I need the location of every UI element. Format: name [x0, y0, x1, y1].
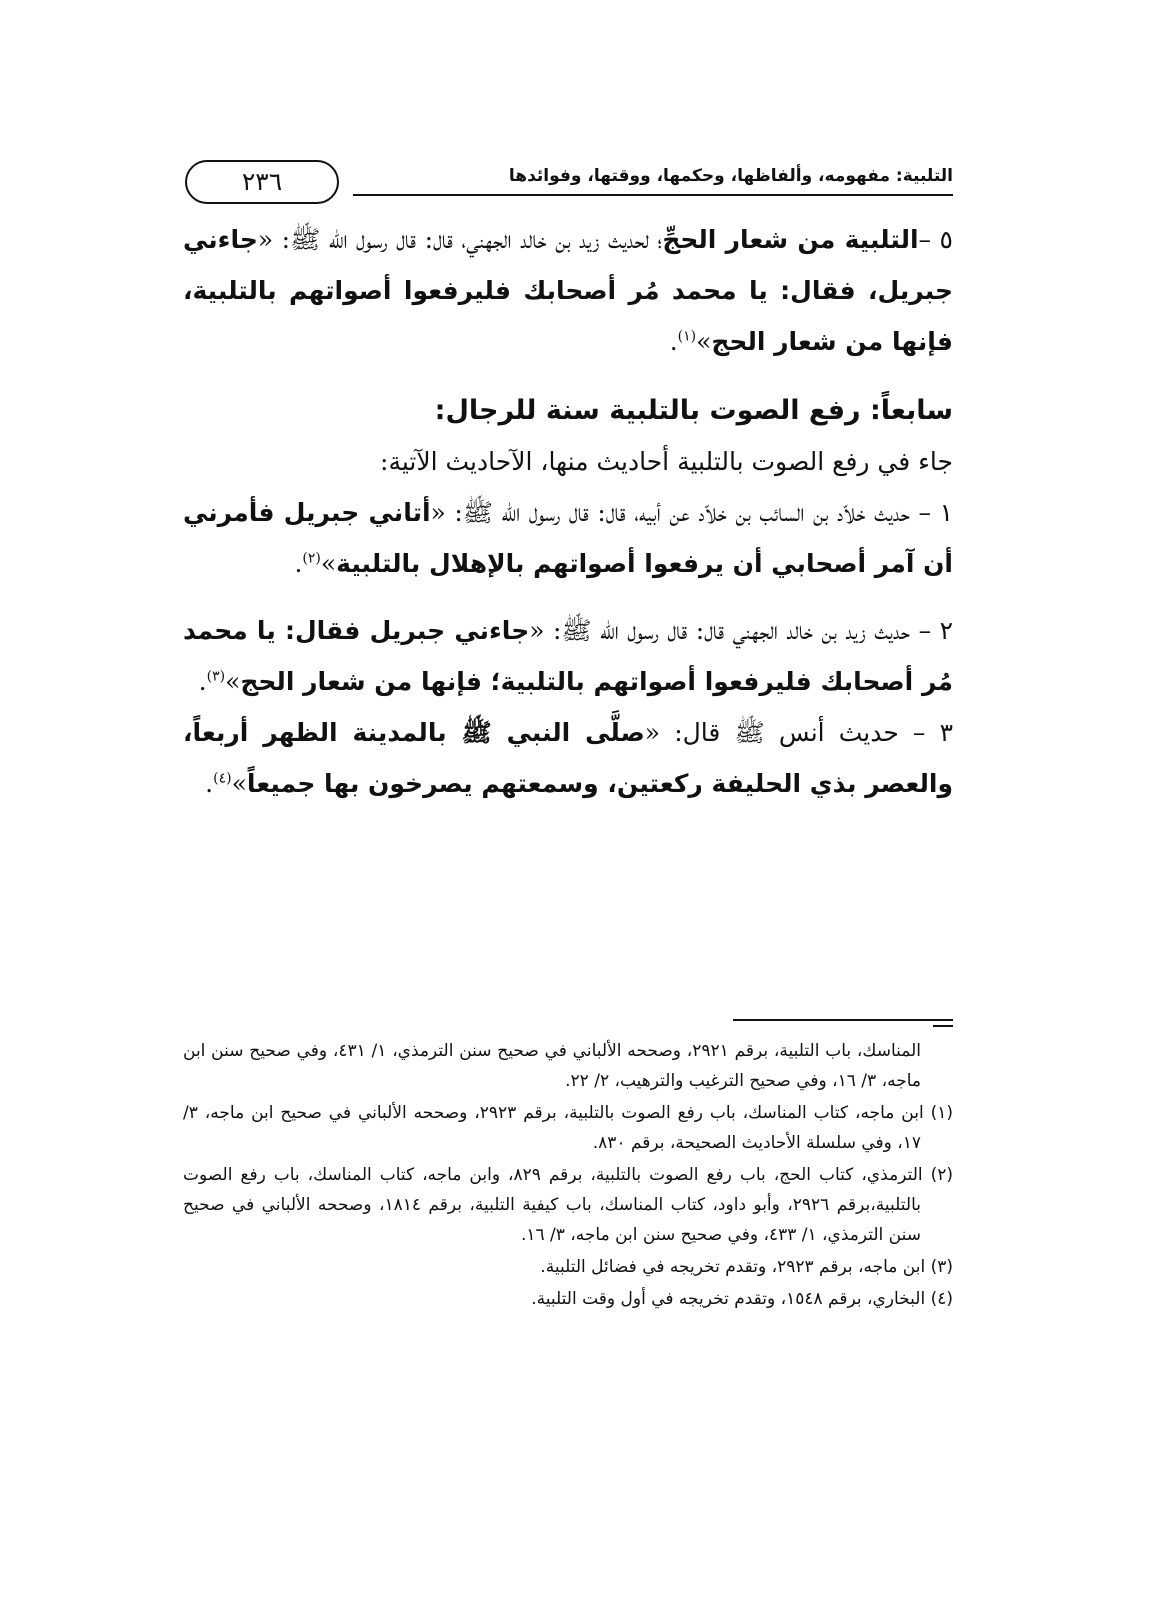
hadith-2-quote: جاءني جبريل فقال: يا محمد مُر أصحابك فليرفعوا أصواتهم بالتلبية؛ فإنها من شعار الحج — [183, 616, 953, 696]
footnote-2: (٢) الترمذي، كتاب الحج، باب رفع الصوت بالتلبية، برقم ٨٢٩، وابن ماجه، كتاب المناسك، باب رفع الصوت بالتلبية،برقم ٢٩٢٦، وأبو داود، كتاب المناسك، باب كيفية التلبية، برقم ١٨١٤، وصححه الألباني في صحيح سنن الترمذي، ١/ ٤٣٣، وفي صحيح سنن ابن ماجه، ٣/ ١٦. — [183, 1165, 953, 1245]
page-header — [183, 160, 953, 204]
p1-bold: التلبية من شعار الحجِّ — [662, 225, 919, 254]
footnote-4: (٤) البخاري، برقم ١٥٤٨، وتقدم تخريجه في أول وقت التلبية. — [531, 1289, 953, 1309]
hadith-quote: جاءني جبريل، فقال: يا محمد مُر أصحابك فليرفعوا أصواتهم بالتلبية، فإنها من شعار الحج — [183, 225, 953, 356]
hadith-2-text: ٢ – حديث زيد بن خالد الجهني قال: قال رسول الله ﷺ: « — [529, 616, 953, 645]
quote-close: » — [696, 327, 712, 356]
footnote-continuation: المناسك، باب التلبية، برقم ٢٩٢١، وصححه الألباني في صحيح سنن الترمذي، ١/ ٤٣١، وفي صحيح سنن ابن ماجه، ٣/ ١٦، وفي صحيح الترغيب والترهيب، ٢/ ٢٢. — [183, 1041, 921, 1091]
footnote-ref[interactable]: (٢) — [302, 550, 321, 567]
page-number: ٢٣٦ — [185, 160, 339, 204]
separator-line — [733, 1019, 953, 1021]
hadith-1-quote: أتاني جبريل فأمرني أن آمر أصحابي أن يرفعوا أصواتهم بالإهلال بالتلبية — [183, 498, 953, 578]
section-heading: سابعاً: رفع الصوت بالتلبية سنة للرجال: — [434, 395, 953, 426]
p1-text: ٥ – — [918, 225, 953, 254]
footnote-ref[interactable]: (٤) — [213, 770, 232, 787]
hadith-3-text: ٣ – حديث أنس ﷺ قال: « — [644, 718, 954, 747]
hadith-1 — [183, 487, 953, 589]
main-text — [183, 214, 953, 809]
running-title: التلبية: مفهومه، وألفاظها، وحكمها، ووقتها، وفوائدها — [508, 166, 953, 186]
quote-close: » — [231, 769, 247, 798]
footnotes — [183, 1036, 953, 1316]
intro-paragraph: جاء في رفع الصوت بالتلبية أحاديث منها، الآحاديث الآتية: — [380, 447, 953, 476]
quote-close: » — [320, 549, 337, 578]
footnote-ref[interactable]: (٣) — [206, 668, 226, 685]
hadith-3 — [183, 707, 953, 809]
period: . — [205, 769, 214, 798]
footnote-1: (١) ابن ماجه، كتاب المناسك، باب رفع الصوت بالتلبية، برقم ٢٩٢٣، وصححه الألباني في صحيح ابن ماجه، ٣/ ١٧، وفي سلسلة الأحاديث الصحيحة، برقم ٨٣٠. — [183, 1103, 953, 1153]
paragraph-5 — [183, 214, 953, 367]
period: . — [198, 667, 207, 696]
footnote-ref[interactable]: (١) — [677, 328, 697, 345]
footnote-3: (٣) ابن ماجه، برقم ٢٩٢٣، وتقدم تخريجه في فضائل التلبية. — [540, 1257, 953, 1277]
hadith-1-text: ١ – حديث خلاّد بن السائب بن خلاّد عن أبيه، قال: قال رسول الله ﷺ: « — [430, 498, 954, 527]
period: . — [294, 549, 303, 578]
period: . — [669, 327, 678, 356]
footnote-separator — [183, 1019, 953, 1029]
header-rule — [353, 194, 953, 196]
separator-mark — [933, 1025, 953, 1027]
hadith-2 — [183, 605, 953, 707]
p1-text: ؛ لحديث زيد بن خالد الجهني، قال: قال رسول الله ﷺ: « — [257, 225, 663, 254]
hadith-3-quote: صلَّى النبي ﷺ بالمدينة الظهر أربعاً، والعصر بذي الحليفة ركعتين، وسمعتهم يصرخون بها جميعاً — [183, 718, 953, 798]
quote-close: » — [225, 667, 241, 696]
